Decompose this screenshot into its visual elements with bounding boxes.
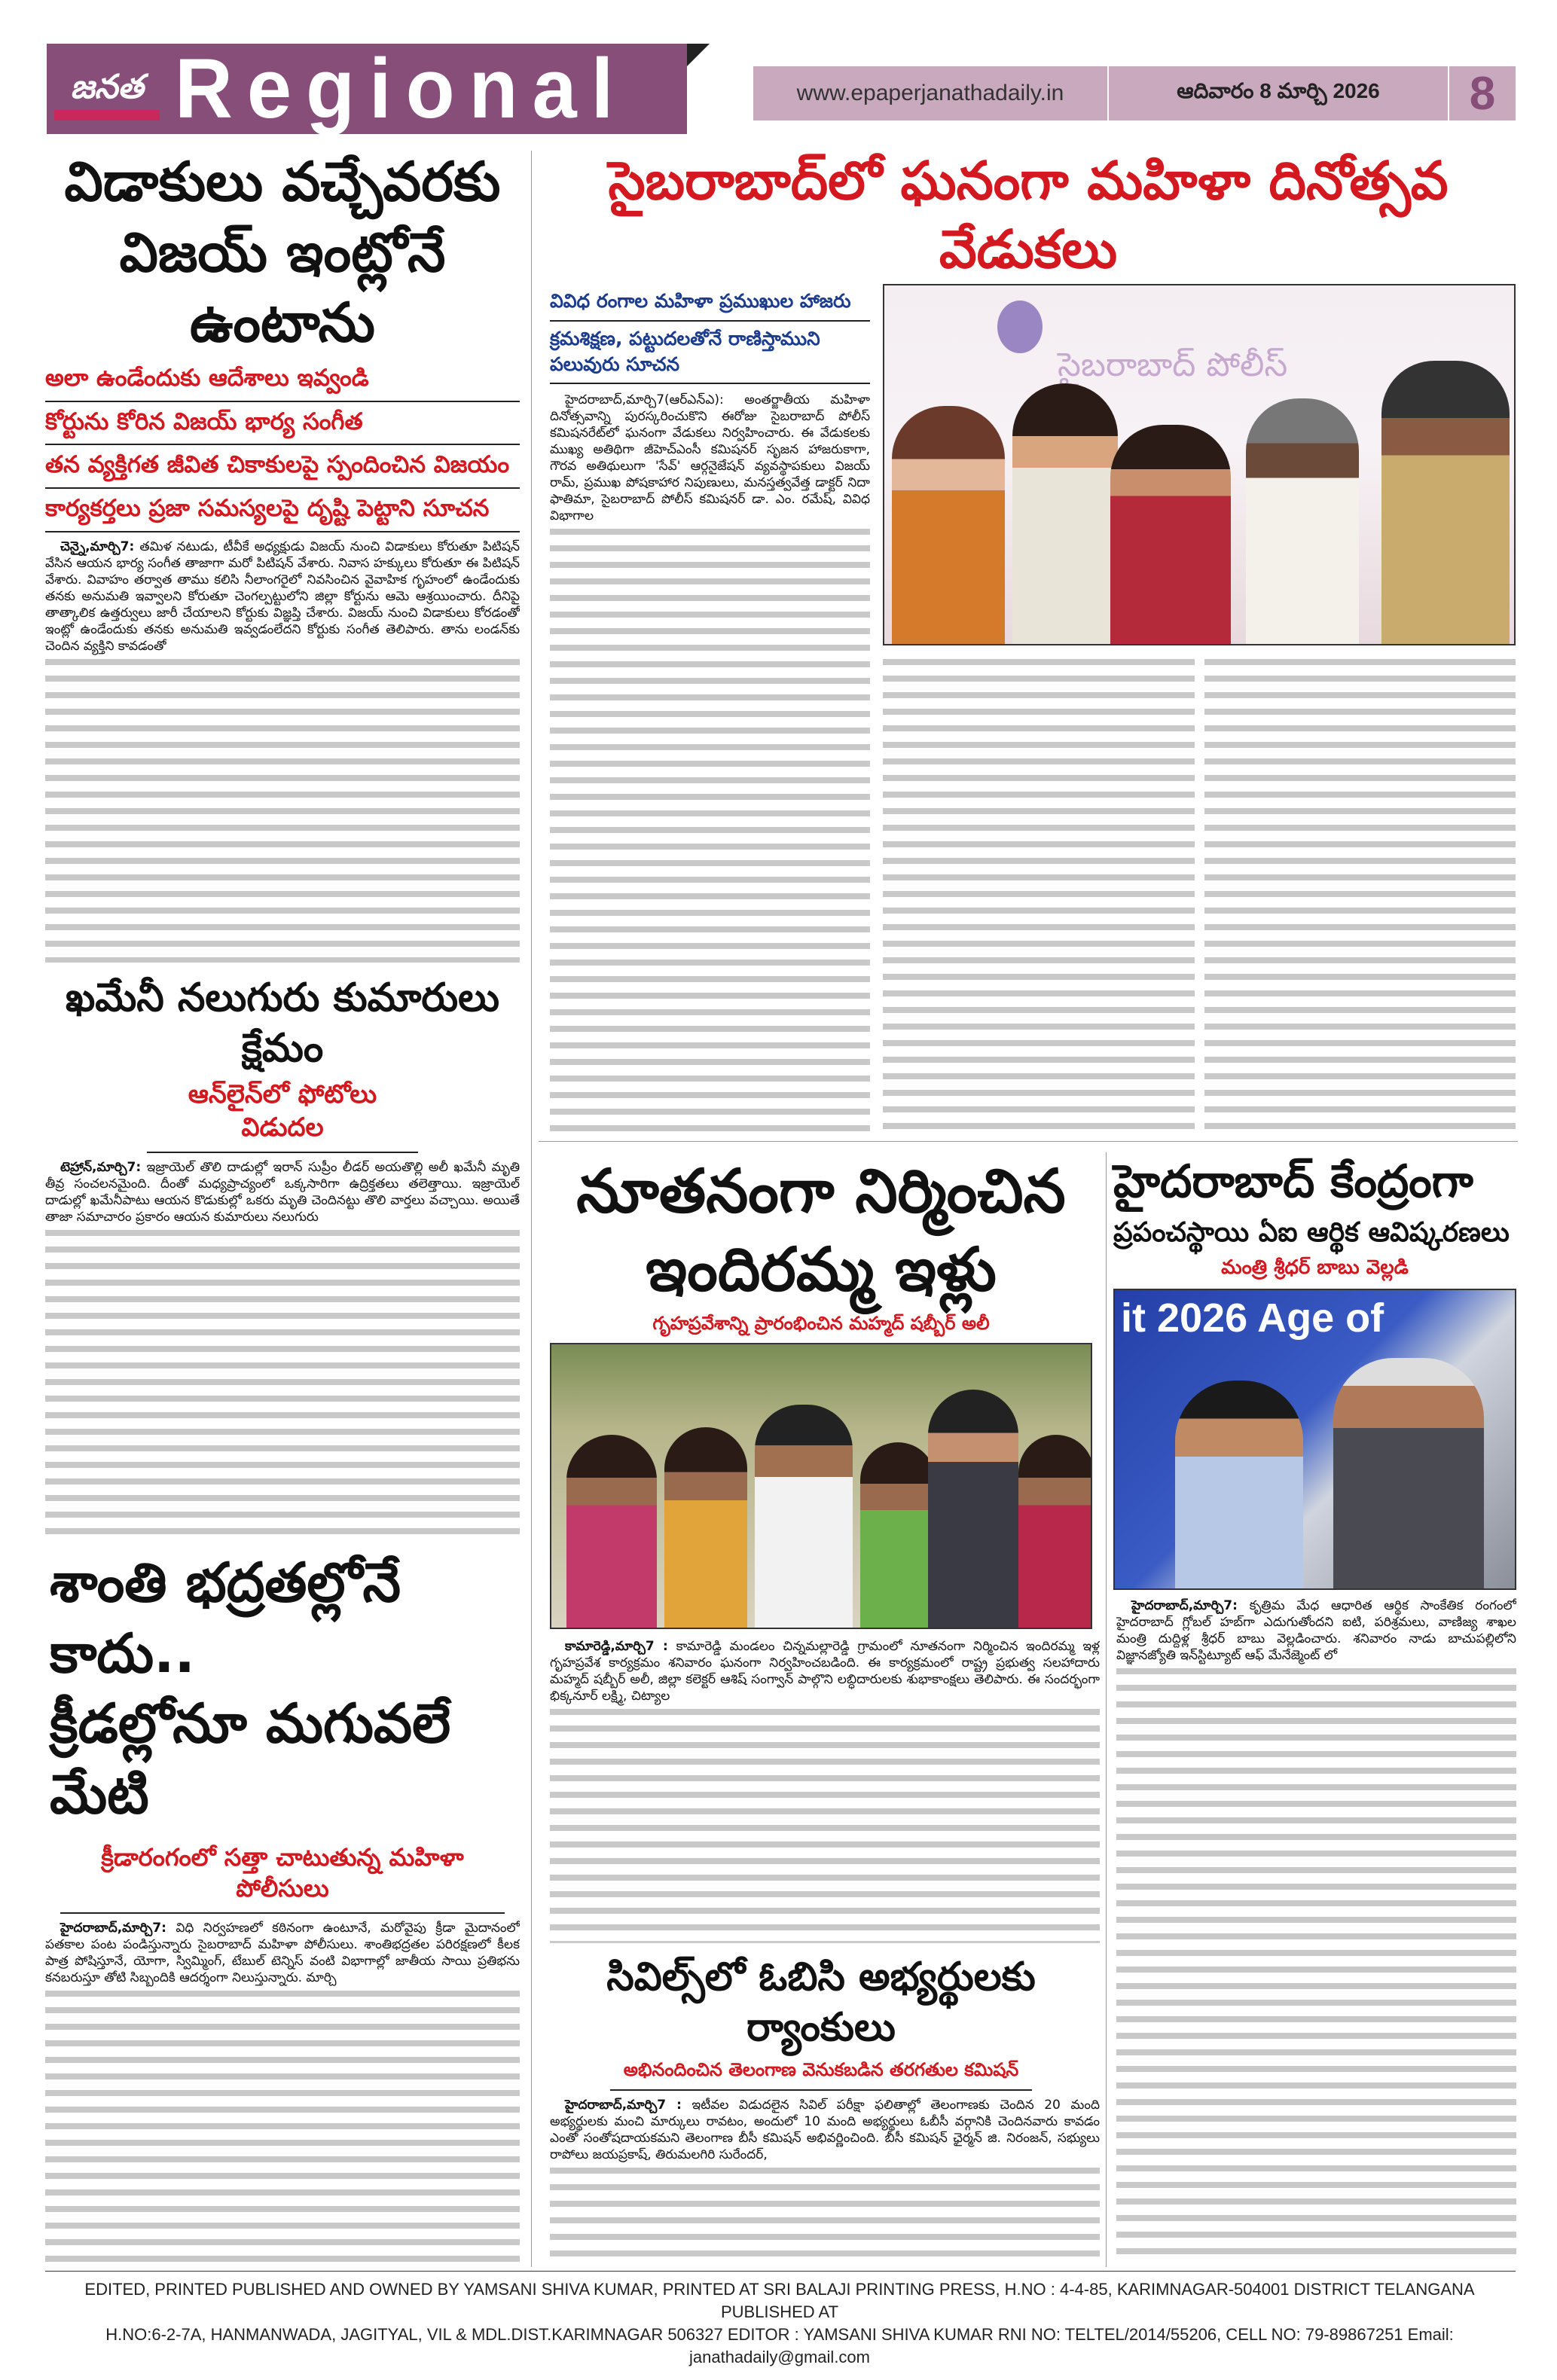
article-sports-heads <box>45 1537 520 1914</box>
page-number: 8 <box>1449 66 1516 121</box>
imprint-line: H.NO:6-2-7A, HANMANWADA, JAGITYAL, VIL & MDL.DIST.KARIMNAGAR 506327 EDITOR : YAMSANI SHIVA KUMAR RNI NO: TELTEL/2014/55206, CELL NO: 79-89867251 Email: janathadaily@gmail.com <box>105 2325 1454 2366</box>
dateline: హైదరాబాద్,మార్చి7 : <box>565 2098 682 2113</box>
article-body <box>550 1638 1100 1943</box>
headline: ఇందిరమ్మ ఇళ్లు <box>646 1234 997 1304</box>
body-text: కామారెడ్డి మండలం చిన్నమల్లారెడ్డి గ్రామంలో నూతనంగా నిర్మించిన ఇందిరమ్మ ఇళ్ల గృహప్రవేశ కార్యక్రమం శనివారం ఘనంగా నిర్వహించబడింది. ఈ కార్యక్రమంలో రాష్ట్ర ప్రభుత్వ సలహాదారు మహ్మద్ షబ్బీర్ అలీ, జిల్లా కలెక్టర్ ఆశిష్ సంగ్వాన్ పాల్గొని లబ్ధిదారులకు శుభాకాంక్షలు తెలిపారు. ఈ సందర్భంగా భిక్కనూర్ లక్ష్మి, చిట్యాల <box>550 1639 1100 1704</box>
person <box>755 1405 853 1629</box>
cyberabad-continued <box>883 654 1516 1134</box>
photo-minister-felicitation <box>1113 1289 1516 1590</box>
cyberabad-subheads <box>550 284 870 384</box>
headline: హైదరాబాద్ కేంద్రంగా <box>1113 1155 1473 1208</box>
subheadline: తన వ్యక్తిగత జీవిత చికాకులపై స్పందించిన విజయం <box>45 445 520 489</box>
article-khamenei-heads <box>45 963 520 1154</box>
police-emblem <box>997 301 1043 353</box>
headline: విడాకులు వచ్చేవరకు <box>64 150 501 213</box>
article-body-continued <box>883 654 1195 1134</box>
cyberabad-right-col <box>883 284 1516 1134</box>
middle-column <box>542 1152 1100 2263</box>
person-minister <box>1175 1381 1303 1590</box>
article-body <box>45 1159 520 1537</box>
person-collector <box>928 1390 1018 1629</box>
article-vijay-heads <box>45 147 520 532</box>
body-text: అంతర్జాతీయ మహిళా దినోత్సవాన్ని పురస్కరించుకొని ఈరోజు సైబరాబాద్ పోలీస్ కమిషనరేట్‌లో ఘనంగా వేడుకలు నిర్వహించారు. ఈ వేడుకలకు ముఖ్య అతిథిగా జీహెచ్ఎంసీ కమిషనర్ సృజన హాజరుకాగా, గౌరవ అతిథులుగా 'సేవ్' ఆర్గనైజేషన్ వ్యవస్థాపకులు విజయ్ రామ్, ప్రముఖ పోషకాహార నిపుణులు, మనస్తత్వవేత్త డాక్టర్ నిదా ఫాతిమా, సైబరాబాద్ పోలీస్ కమిషనర్ డా. ఎం. రమేష్, వివిధ విభాగాల <box>550 392 870 524</box>
article-ai <box>1113 1152 1516 2263</box>
person <box>1110 425 1231 645</box>
cyberabad-left-col <box>550 284 870 1134</box>
subheadline: కార్యకర్తలు ప్రజా సమస్యలపై దృష్టి పెట్టాని సూచన <box>45 489 520 532</box>
dateline: కామారెడ్డి,మార్చి7 : <box>565 1639 668 1655</box>
article-body-continued <box>1204 654 1516 1134</box>
person <box>860 1442 936 1629</box>
person-police-officer <box>1381 361 1510 645</box>
article-body <box>1116 1597 1516 2263</box>
masthead-corner <box>687 44 710 66</box>
subheadline: ఆన్‌లైన్‌లో ఫోటోలు విడుదల <box>147 1075 418 1153</box>
photo-housewarming <box>550 1343 1092 1629</box>
column-divider <box>531 151 532 2267</box>
article-body <box>550 392 870 1134</box>
subheadline: వివిధ రంగాల మహిళా ప్రముఖుల హాజరు <box>550 284 870 322</box>
section-title: Regional <box>175 41 628 136</box>
headline: ఖమేనీ నలుగురు కుమారులు క్షేమం <box>65 975 500 1072</box>
headline: సైబరాబాద్‌లో ఘనంగా మహిళా దినోత్సవ వేడుకలు <box>608 150 1449 280</box>
dateline: హైదరాబాద్,మార్చి7: <box>1131 1597 1238 1613</box>
dateline: హైదరాబాద్,మార్చి7: <box>60 1920 166 1936</box>
person <box>1333 1358 1484 1590</box>
subheadline: గృహప్రవేశాన్ని ప్రారంభించిన మహ్మద్ షబ్బీర్ అలీ <box>652 1313 990 1334</box>
imprint-line: EDITED, PRINTED PUBLISHED AND OWNED BY YAMSANI SHIVA KUMAR, PRINTED AT SRI BALAJI PRINTING PRESS, H.NO : 4-4-85, KARIMNAGAR-504001 DISTRICT TELANGANA PUBLISHED AT <box>84 2280 1475 2321</box>
left-column <box>45 147 520 2263</box>
body-text: తమిళ నటుడు, టీవీకే అధ్యక్షుడు విజయ్ నుంచి విడాకులు కోరుతూ పిటిషన్ వేసిన ఆయన భార్య సంగీత తాజాగా మరో పిటిషన్ వేశారు. నివాస హక్కులు కోరుతూ ఈ పిటిషన్ వేశారు. వివాహం తర్వాత తాము కలిసి నీలాంగరైలో నివసించిన వైవాహిక గృహంలో ఉండేందుకు తనకు అనుమతి ఇవ్వాలని కోరుతూ చెంగల్పట్టులోని జిల్లా కోర్టును ఆమె ఆశ్రయించారు. దీనిపై తాత్కాలిక ఉత్తర్వులు జారీ చేయాలని కోర్టుకు విజ్ఞప్తి చేశారు. విజయ్ నుంచి విడాకులు కోరడంతో ఇంట్లో ఉండేందుకు తనకు అనుమతి ఇవ్వడంలేదని కోర్టుకు సంగీత తెలిపారు. తాను లండన్‌కు చెందిన వ్యక్తిని కావడంతో <box>45 539 520 654</box>
article-body <box>45 1920 520 2263</box>
headline: విజయ్ ఇంట్లోనే ఉంటాను <box>119 220 446 355</box>
headline: శాంతి భద్రతల్లోనే కాదు.. <box>50 1551 401 1685</box>
headline: ప్రపంచస్థాయి ఏఐ ఆర్థిక ఆవిష్కరణలు <box>1113 1217 1510 1248</box>
body-text: కృత్రిమ మేధ ఆధారిత ఆర్థిక సాంకేతిక రంగంలో హైదరాబాద్ గ్లోబల్ హబ్‌గా ఎదుగుతోందని ఐటి, పరిశ్రమలు, వాణిజ్య శాఖల మంత్రి దుద్దిళ్ల శ్రీధర్ బాబు వెల్లడించారు. శనివారం నాడు బాచుపల్లిలోని విజ్ఞానజ్యోతి ఇన్‌స్టిట్యూట్ ఆఫ్ మేనేజ్మెంట్ లో <box>1116 1597 1516 1663</box>
article-indiramma-heads <box>542 1152 1100 1343</box>
subheadline: అభినందించిన తెలంగాణ వెనుకబడిన తరగతుల కమిషన్ <box>610 2054 1032 2091</box>
subheadline: అలా ఉండేందుకు ఆదేశాలు ఇవ్వండి <box>45 359 520 402</box>
logo-bar <box>54 110 160 121</box>
subheadline: క్రీడారంగంలో సత్తా చాటుతున్న మహిళా పోలీసులు <box>60 1830 505 1914</box>
body-text: ఇజ్రాయెల్ తొలి దాడుల్లో ఇరాన్ సుప్రీం లీడర్ అయతొల్లి అలీ ఖమేనీ మృతి తీవ్ర సంచలనమైంది. దీంతో మధ్యప్రాచ్యంలో ఒక్కసారిగా ఉద్రిక్తతలు తలెత్తాయి. ఇజ్రాయెల్ దాడుల్లో ఖమేనీపాటు ఆయన కొడుకుల్లో ఒకరు మృతి చెందినట్టు తొలి వార్తలు వచ్చాయి. అయితే తాజా సమాచారం ప్రకారం ఆయన కుమారులు నలుగురు <box>45 1160 520 1225</box>
article-ai-heads <box>1113 1152 1516 1289</box>
issue-date: ఆదివారం 8 మార్చి 2026 <box>1109 66 1448 121</box>
headline: నూతనంగా నిర్మించిన <box>576 1156 1066 1226</box>
imprint-footer <box>45 2278 1514 2369</box>
person <box>892 406 1005 645</box>
subheadline: కోర్టును కోరిన విజయ్ భార్య సంగీత <box>45 402 520 446</box>
person <box>664 1427 747 1629</box>
dateline: చెన్నై,మార్చి7: <box>60 539 135 555</box>
masthead <box>47 41 687 136</box>
column-divider <box>1106 1152 1107 2267</box>
photo-banner-text: సైబరాబాద్ పోలీస్ <box>1058 346 1288 384</box>
janatha-logo <box>54 66 160 127</box>
footer-divider <box>45 2271 1516 2272</box>
article-body <box>45 539 520 963</box>
logo-text: జనత <box>70 68 144 106</box>
person <box>1018 1435 1092 1629</box>
subheadline: మంత్రి శ్రీధర్ బాబు వెల్లడి <box>1221 1256 1409 1279</box>
article-body <box>550 2097 1100 2263</box>
article-cyberabad <box>539 147 1518 1134</box>
dateline: హైదరాబాద్,మార్చి7(ఆర్ఎన్ఎ): <box>565 392 724 408</box>
cyberabad-content <box>539 284 1518 1134</box>
dateline: టెహ్రాన్,మార్చి7: <box>60 1160 142 1176</box>
website-url[interactable]: www.epaperjanathadaily.in <box>753 66 1107 121</box>
person <box>566 1435 657 1629</box>
photo-womens-day-event <box>883 284 1516 645</box>
section-divider <box>539 1141 1518 1142</box>
person <box>1012 383 1118 645</box>
person <box>1246 398 1359 645</box>
headline: సివిల్స్‌లో ఓబిసి అభ్యర్థులకు ర్యాంకులు <box>606 1954 1036 2051</box>
photo-banner-text: it 2026 Age of <box>1121 1295 1385 1341</box>
body-text: ఇటీవల విడుదలైన సివిల్ పరీక్షా ఫలితాల్లో తెలంగాణకు చెందిన 20 మంది అభ్యర్థులకు మంచి మార్కులు రావటం, అందులో 10 మంది అభ్యర్థులు ఓబీసీ వర్గానికి చెందినవారు కావడం ఎంతో సంతోషదాయకమని తెలంగాణ బీసీ కమిషన్ అభివర్ణించింది. బీసీ కమిషన్ ఛైర్మన్ జి. నిరంజన్, సభ్యులు రాపోలు జయప్రకాష్, తిరుమలగిరి సురేందర్, <box>550 2098 1100 2163</box>
article-civils-heads <box>542 1943 1100 2091</box>
body-text: విధి నిర్వహణలో కఠినంగా ఉంటూనే, మరోవైపు క్రీడా మైదానంలో పతకాల పంట పండిస్తున్నారు సైబరాబాద్ మహిళా పోలీసులు. శాంతిభద్రతల పరిరక్షణలో కీలక పాత్ర పోషిస్తూనే, యోగా, స్విమ్మింగ్, టేబుల్ టెన్నిస్ వంటి విభాగాల్లో జాతీయ సాయి ప్రతిభను కనబరుస్తూ తోటి సిబ్బందికి ఆదర్శంగా నిలుస్తున్నారు. మార్చి <box>45 1920 520 1985</box>
headline: క్రీడల్లోనూ మగువలే మేటి <box>50 1692 451 1826</box>
subheadline: క్రమశిక్షణ, పట్టుదలతోనే రాణిస్తాముని పలువురు సూచన <box>550 322 870 385</box>
